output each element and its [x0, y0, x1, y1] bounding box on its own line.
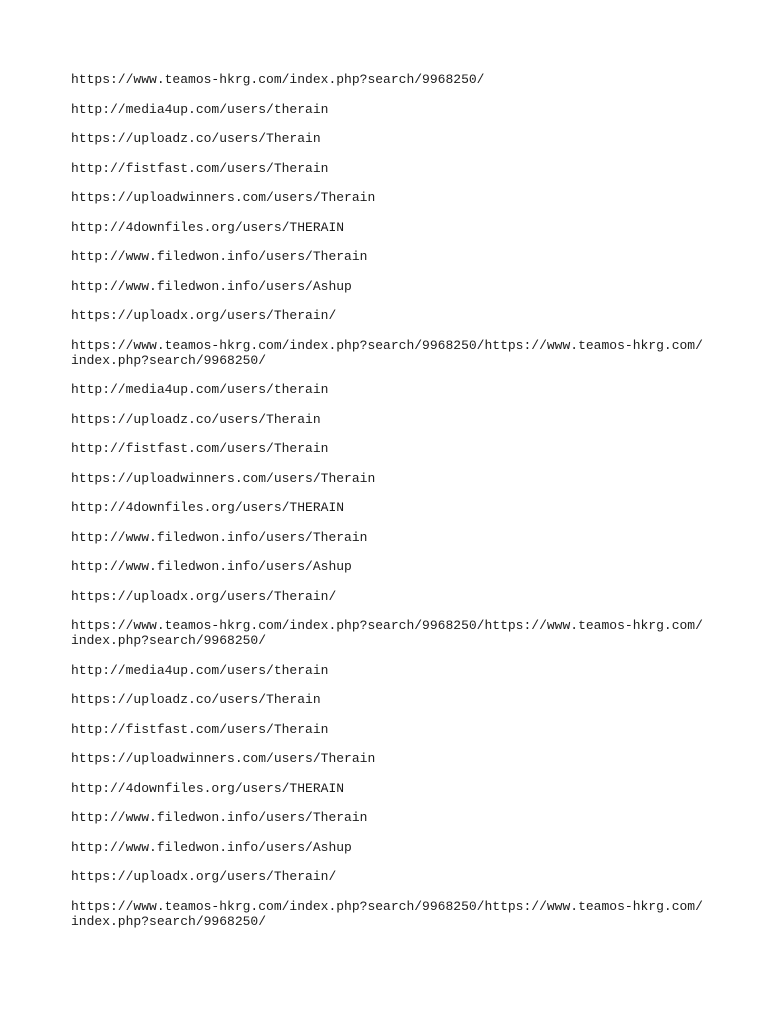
url-line — [71, 279, 701, 294]
url-text: http://media4up.com/users/therain — [71, 101, 329, 117]
url-text: http://fistfast.com/users/Therain — [71, 721, 329, 737]
url-line — [71, 220, 701, 235]
url-line — [71, 102, 701, 117]
url-line — [71, 72, 701, 87]
url-line — [71, 190, 701, 205]
url-line — [71, 249, 701, 264]
url-text: index.php?search/9968250/ — [71, 913, 267, 929]
url-text: https://uploadx.org/users/Therain/ — [71, 869, 337, 884]
url-text: http://www.filedwon.info/users/Therain — [71, 810, 368, 825]
url-text: http://fistfast.com/users/Therain — [71, 441, 329, 456]
url-line — [71, 308, 701, 323]
url-text: http://www.filedwon.info/users/Ashup — [71, 559, 352, 574]
url-line — [71, 692, 701, 707]
url-text: http://media4up.com/users/therain — [71, 662, 329, 678]
url-text: https://www.teamos-hkrg.com/index.php?search/9968250/https://www.teamos-hkrg.com/ — [71, 618, 703, 633]
url-line — [71, 131, 701, 146]
url-line — [71, 161, 701, 176]
url-text: http://4downfiles.org/users/THERAIN — [71, 780, 345, 796]
url-line — [71, 441, 701, 456]
url-text: https://www.teamos-hkrg.com/index.php?search/9968250/https://www.teamos-hkrg.com/ — [71, 337, 703, 353]
url-text: https://uploadx.org/users/Therain/ — [71, 308, 337, 323]
url-text: http://4downfiles.org/users/THERAIN — [71, 500, 345, 515]
url-line — [71, 559, 701, 574]
url-text: https://uploadz.co/users/Therain — [71, 411, 321, 427]
url-line — [71, 840, 701, 855]
url-text: http://www.filedwon.info/users/Therain — [71, 249, 368, 264]
url-line — [71, 338, 701, 368]
url-text: https://www.teamos-hkrg.com/index.php?search/9968250/ — [71, 72, 485, 87]
url-line — [71, 781, 701, 796]
url-line — [71, 618, 701, 648]
url-text: index.php?search/9968250/ — [71, 352, 267, 368]
url-line — [71, 869, 701, 884]
url-text: https://uploadz.co/users/Therain — [71, 692, 321, 707]
url-text: https://uploadwinners.com/users/Therain — [71, 751, 376, 766]
url-line — [71, 500, 701, 515]
url-line — [71, 412, 701, 427]
url-text: https://uploadx.org/users/Therain/ — [71, 588, 337, 604]
url-line — [71, 663, 701, 678]
url-list — [71, 72, 701, 943]
url-line — [71, 382, 701, 397]
url-line — [71, 810, 701, 825]
url-line — [71, 899, 701, 929]
url-text: index.php?search/9968250/ — [71, 633, 267, 648]
url-text: http://fistfast.com/users/Therain — [71, 160, 329, 176]
url-text: http://media4up.com/users/therain — [71, 382, 329, 397]
url-text: https://uploadwinners.com/users/Therain — [71, 470, 376, 486]
url-text: http://www.filedwon.info/users/Ashup — [71, 278, 352, 294]
url-line — [71, 589, 701, 604]
url-text: https://www.teamos-hkrg.com/index.php?search/9968250/https://www.teamos-hkrg.com/ — [71, 898, 703, 914]
url-line — [71, 530, 701, 545]
url-line — [71, 471, 701, 486]
url-text: http://4downfiles.org/users/THERAIN — [71, 219, 345, 235]
url-line — [71, 751, 701, 766]
url-text: https://uploadwinners.com/users/Therain — [71, 190, 376, 205]
url-text: http://www.filedwon.info/users/Ashup — [71, 839, 352, 855]
url-text: http://www.filedwon.info/users/Therain — [71, 529, 368, 545]
url-line — [71, 722, 701, 737]
url-text: https://uploadz.co/users/Therain — [71, 131, 321, 146]
